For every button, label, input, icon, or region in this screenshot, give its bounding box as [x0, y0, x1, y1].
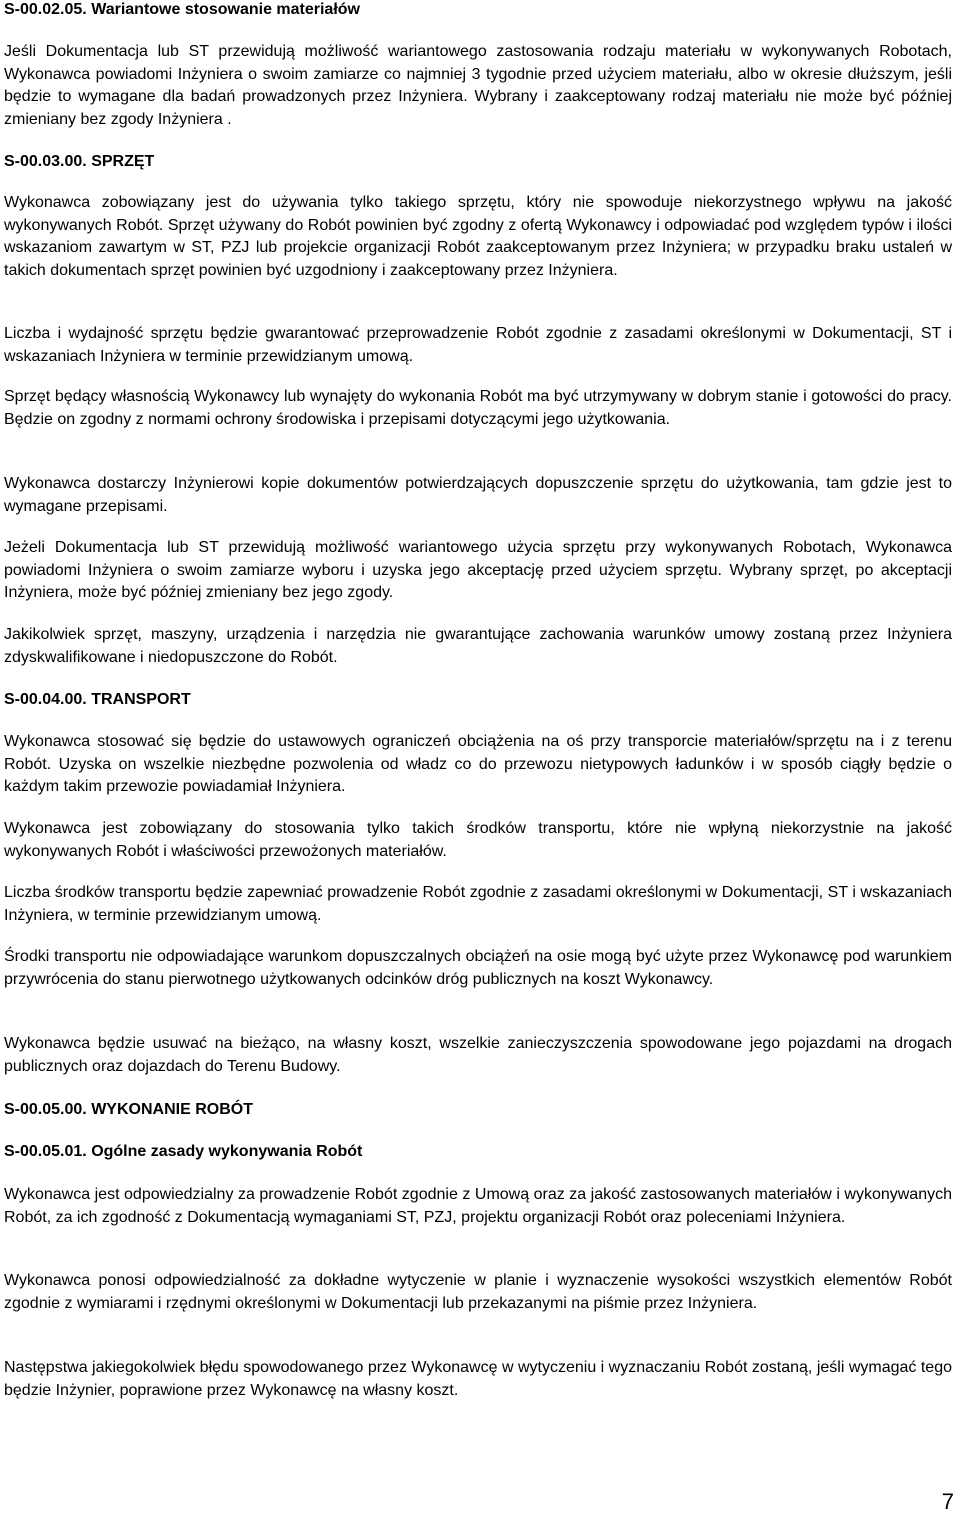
paragraph: Wykonawca stosować się będzie do ustawowych ograniczeń obciążenia na oś przy transporcie materiałów/sprzętu na i z terenu Robót. Uzyska on wszelkie niezbędne pozwolenia od władz co do przewozu nietypowych ładunków i w sposób ciągły będzie o każdym takim przewozie powiadamiał Inżyniera.: [4, 733, 952, 795]
paragraph: Liczba i wydajność sprzętu będzie gwarantować przeprowadzenie Robót zgodnie z zasadami określonymi w Dokumentacji, ST i wskazaniach Inżyniera w terminie przewidzianym umową.: [4, 325, 952, 365]
section-title: TRANSPORT: [91, 691, 191, 708]
section-title: WYKONANIE ROBÓT: [91, 1101, 253, 1118]
paragraph: Jeśli Dokumentacja lub ST przewidują możliwość wariantowego zastosowania rodzaju materiału w wykonywanych Robotach, Wykonawca powiadomi Inżyniera o swoim zamiarze co najmniej 3 tygodnie przed użyciem materiału, albo w okresie dłuższym, jeśli będzie to wymagane dla badań prowadzonych przez Inżyniera. Wybrany i zaakceptowany rodzaj materiału nie może być później zmieniany bez zgody Inżyniera .: [4, 43, 952, 128]
paragraph: Liczba środków transportu będzie zapewniać prowadzenie Robót zgodnie z zasadami określonymi w Dokumentacji, ST i wskazaniach Inżyniera, w terminie przewidzianym umową.: [4, 884, 952, 924]
section-heading-equipment: [4, 152, 154, 172]
section-code: S-00.03.00.: [4, 153, 87, 170]
section-title: SPRZĘT: [91, 153, 155, 170]
section-code: S-00.05.01.: [4, 1143, 87, 1160]
section-code: S-00.02.05.: [4, 1, 87, 18]
section-heading-works-execution: [4, 1100, 253, 1120]
section-heading-variant-materials: [4, 0, 360, 20]
paragraph: Wykonawca jest zobowiązany do stosowania tylko takich środków transportu, które nie wpłyną niekorzystnie na jakość wykonywanych Robót i właściwości przewożonych materiałów.: [4, 820, 952, 860]
paragraph: Następstwa jakiegokolwiek błędu spowodowanego przez Wykonawcę w wytyczeniu i wyznaczaniu Robót zostaną, jeśli wymagać tego będzie Inżynier, poprawione przez Wykonawcę na własny koszt.: [4, 1359, 952, 1399]
paragraph: Sprzęt będący własnością Wykonawcy lub wynajęty do wykonania Robót ma być utrzymywany w dobrym stanie i gotowości do pracy. Będzie on zgodny z normami ochrony środowiska i przepisami dotyczącymi jego użytkowania.: [4, 388, 952, 428]
paragraph: Wykonawca zobowiązany jest do używania tylko takiego sprzętu, który nie spowoduje niekorzystnego wpływu na jakość wykonywanych Robót. Sprzęt używany do Robót powinien być zgodny z ofertą Wykonawcy i odpowiadać pod względem typów i ilości wskazaniom zawartym w ST, PZJ lub projekcie organizacji Robót zaakceptowanym przez Inżyniera; w przypadku braku ustaleń w takich dokumentach sprzęt powinien być uzgodniony i zaakceptowany przez Inżyniera.: [4, 194, 952, 279]
section-code: S-00.04.00.: [4, 691, 87, 708]
paragraph: Jeżeli Dokumentacja lub ST przewidują możliwość wariantowego użycia sprzętu przy wykonywanych Robotach, Wykonawca powiadomi Inżyniera o swoim zamiarze wyboru i uzyska jego akceptację przed użyciem sprzętu. Wybrany sprzęt, po akceptacji Inżyniera, może być później zmieniany bez jego zgody.: [4, 539, 952, 601]
paragraph: Jakikolwiek sprzęt, maszyny, urządzenia i narzędzia nie gwarantujące zachowania warunków umowy zostaną przez Inżyniera zdyskwalifikowane i niedopuszczone do Robót.: [4, 626, 952, 666]
paragraph: Wykonawca ponosi odpowiedzialność za dokładne wytyczenie w planie i wyznaczenie wysokości wszystkich elementów Robót zgodnie z wymiarami i rzędnymi określonymi w Dokumentacji lub przekazanymi na piśmie przez Inżyniera.: [4, 1272, 952, 1312]
paragraph: Wykonawca jest odpowiedzialny za prowadzenie Robót zgodnie z Umową oraz za jakość zastosowanych materiałów i wykonywanych Robót, za ich zgodność z Dokumentacją wymaganiami ST, PZJ, projektu organizacji Robót oraz poleceniami Inżyniera.: [4, 1186, 952, 1226]
section-heading-transport: [4, 690, 191, 710]
paragraph: Środki transportu nie odpowiadające warunkom dopuszczalnych obciążeń na osie mogą być użyte przez Wykonawcę pod warunkiem przywrócenia do stanu pierwotnego użytkowanych odcinków dróg publicznych na koszt Wykonawcy.: [4, 948, 952, 988]
paragraph: Wykonawca będzie usuwać na bieżąco, na własny koszt, wszelkie zanieczyszczenia spowodowane jego pojazdami na drogach publicznych oraz dojazdach do Terenu Budowy.: [4, 1035, 952, 1075]
paragraph: Wykonawca dostarczy Inżynierowi kopie dokumentów potwierdzających dopuszczenie sprzętu do użytkowania, tam gdzie jest to wymagane przepisami.: [4, 475, 952, 515]
section-code: S-00.05.00.: [4, 1101, 87, 1118]
section-title: Ogólne zasady wykonywania Robót: [91, 1143, 363, 1160]
page-number: 7: [941, 1489, 954, 1514]
section-heading-general-rules: [4, 1142, 362, 1162]
section-title: Wariantowe stosowanie materiałów: [91, 1, 360, 18]
